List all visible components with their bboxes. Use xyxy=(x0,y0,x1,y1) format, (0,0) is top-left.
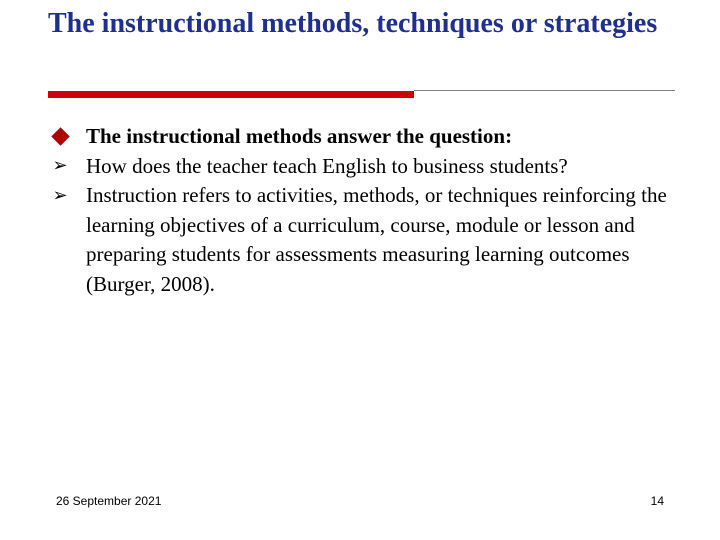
diamond-icon xyxy=(48,122,72,152)
bullet-text: Instruction refers to activities, methods, or techniques reinforcing the learning objectives of a curriculum, course, module or lesson and preparing students for assessments measuring learning outcomes (Burger, 2008). xyxy=(86,183,667,296)
footer-date: 26 September 2021 xyxy=(56,494,162,508)
bullet-list xyxy=(48,122,688,299)
arrow-icon: ➢ xyxy=(52,155,68,177)
bullet-text: How does the teacher teach English to business students? xyxy=(86,153,568,178)
page-number: 14 xyxy=(650,494,664,508)
bullet-item xyxy=(48,122,688,152)
slide-title: The instructional methods, techniques or strategies xyxy=(48,8,658,39)
arrow-icon: ➢ xyxy=(52,184,68,206)
title-accent-rule xyxy=(48,91,414,98)
bullet-item xyxy=(48,181,688,299)
title-divider-line xyxy=(414,90,675,91)
bullet-item xyxy=(48,152,688,182)
bullet-text: The instructional methods answer the question: xyxy=(86,124,513,148)
